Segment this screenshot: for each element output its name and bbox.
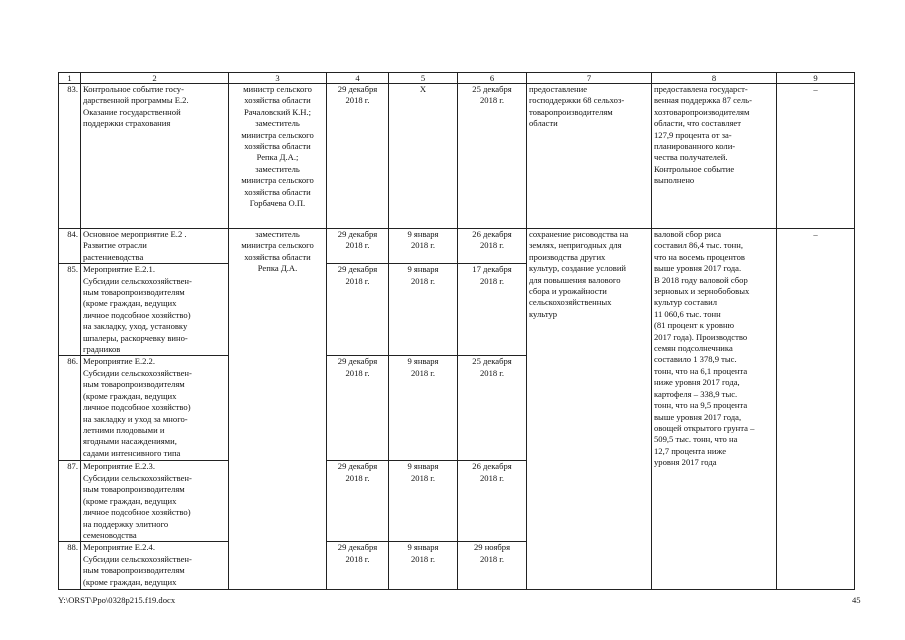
start-date: 9 января 2018 г. (389, 356, 458, 461)
start-date: 9 января 2018 г. (389, 542, 458, 590)
planned-date: 29 декабря 2018 г. (327, 84, 389, 229)
responsible-executor: министр сельского хозяйства области Рачаловский К.Н.; заместитель министра сельского хозяйства области Репка Д.А.; заместитель министра сельского хозяйства области Горбачева О.П. (229, 84, 327, 229)
end-date: 26 декабря 2018 г. (458, 461, 527, 542)
row-number: 83. (59, 84, 81, 229)
measures-table (58, 72, 855, 590)
planned-date: 29 декабря 2018 г. (327, 356, 389, 461)
column-header: 4 (327, 73, 389, 84)
expected-result: сохранение рисоводства на землях, непригодных для производства других культур, создание условий для повышения валового сбора и урожайности сельскохозяйственных культур (527, 229, 652, 590)
actual-result: валовой сбор риса составил 86,4 тыс. тонн, что на восемь процентов выше уровня 2017 года. В 2018 году валовой сбор зерновых и зернобобовых культур составил 11 060,6 тыс. тонн (81 процент к уровню 2017 года). Производство семян подсолнечника составило 1 378,9 тыс. тонн, что на 6,1 процента ниже уровня 2017 года, картофеля – 338,9 тыс. тонн, что на 9,5 процента выше уровня 2017 года, овощей открытого грунта – 509,5 тыс. тонн, что на 12,7 процента ниже уровня 2017 года (652, 229, 777, 590)
row-number: 87. (59, 461, 81, 542)
start-date: 9 января 2018 г. (389, 461, 458, 542)
column-header: 6 (458, 73, 527, 84)
planned-date: 29 декабря 2018 г. (327, 542, 389, 590)
table-row (59, 229, 855, 264)
table-row (59, 84, 855, 229)
column-number-row (59, 73, 855, 84)
planned-date: 29 декабря 2018 г. (327, 264, 389, 356)
row-number: 88. (59, 542, 81, 590)
actual-result: предоставлена государст- венная поддержка 87 сель- хозтоваропроизводителям области, что составляет 127,9 процента от за- планированного коли- чества получателей. Контрольное событие выполнено (652, 84, 777, 229)
measure-name: Мероприятие Е.2.4. Субсидии сельскохозяйствен- ным товаропроизводителям (кроме граждан, ведущих (81, 542, 229, 590)
column-header: 5 (389, 73, 458, 84)
column-header: 7 (527, 73, 652, 84)
row-number: 86. (59, 356, 81, 461)
expected-result: предоставление господдержки 68 сельхоз- товаропроизводителям области (527, 84, 652, 229)
measure-name: Контрольное событие госу- дарственной программы Е.2. Оказание государственной поддержки страхования (81, 84, 229, 229)
start-date: 9 января 2018 г. (389, 264, 458, 356)
end-date: 26 декабря 2018 г. (458, 229, 527, 264)
column-header: 1 (59, 73, 81, 84)
measure-name: Основное мероприятие Е.2 . Развитие отрасли растениеводства (81, 229, 229, 264)
measure-name: Мероприятие Е.2.3. Субсидии сельскохозяйствен- ным товаропроизводителям (кроме граждан, ведущих личное подсобное хозяйство) на поддержку элитного семеноводства (81, 461, 229, 542)
end-date: 17 декабря 2018 г. (458, 264, 527, 356)
file-path-footer: Y:\ORST\Ppo\0328p215.f19.docx (58, 595, 176, 605)
column-header: 9 (777, 73, 855, 84)
end-date: 25 декабря 2018 г. (458, 356, 527, 461)
planned-date: 29 декабря 2018 г. (327, 461, 389, 542)
problems-cell: – (777, 84, 855, 229)
row-number: 84. (59, 229, 81, 264)
start-date: X (389, 84, 458, 229)
end-date: 25 декабря 2018 г. (458, 84, 527, 229)
planned-date: 29 декабря 2018 г. (327, 229, 389, 264)
measure-name: Мероприятие Е.2.2. Субсидии сельскохозяйствен- ным товаропроизводителям (кроме граждан, ведущих личное подсобное хозяйство) на закладку и уход за много- летними плодовыми и ягодными насаждениями, садами интенсивного типа (81, 356, 229, 461)
problems-cell: – (777, 229, 855, 590)
start-date: 9 января 2018 г. (389, 229, 458, 264)
column-header: 3 (229, 73, 327, 84)
page-number: 45 (852, 595, 861, 605)
row-number: 85. (59, 264, 81, 356)
column-header: 8 (652, 73, 777, 84)
measure-name: Мероприятие Е.2.1. Субсидии сельскохозяйствен- ным товаропроизводителям (кроме граждан, ведущих личное подсобное хозяйство) на закладку, уход, установку шпалеры, раскорчевку вино- градников (81, 264, 229, 356)
column-header: 2 (81, 73, 229, 84)
responsible-executor: заместитель министра сельского хозяйства области Репка Д.А. (229, 229, 327, 590)
end-date: 29 ноября 2018 г. (458, 542, 527, 590)
